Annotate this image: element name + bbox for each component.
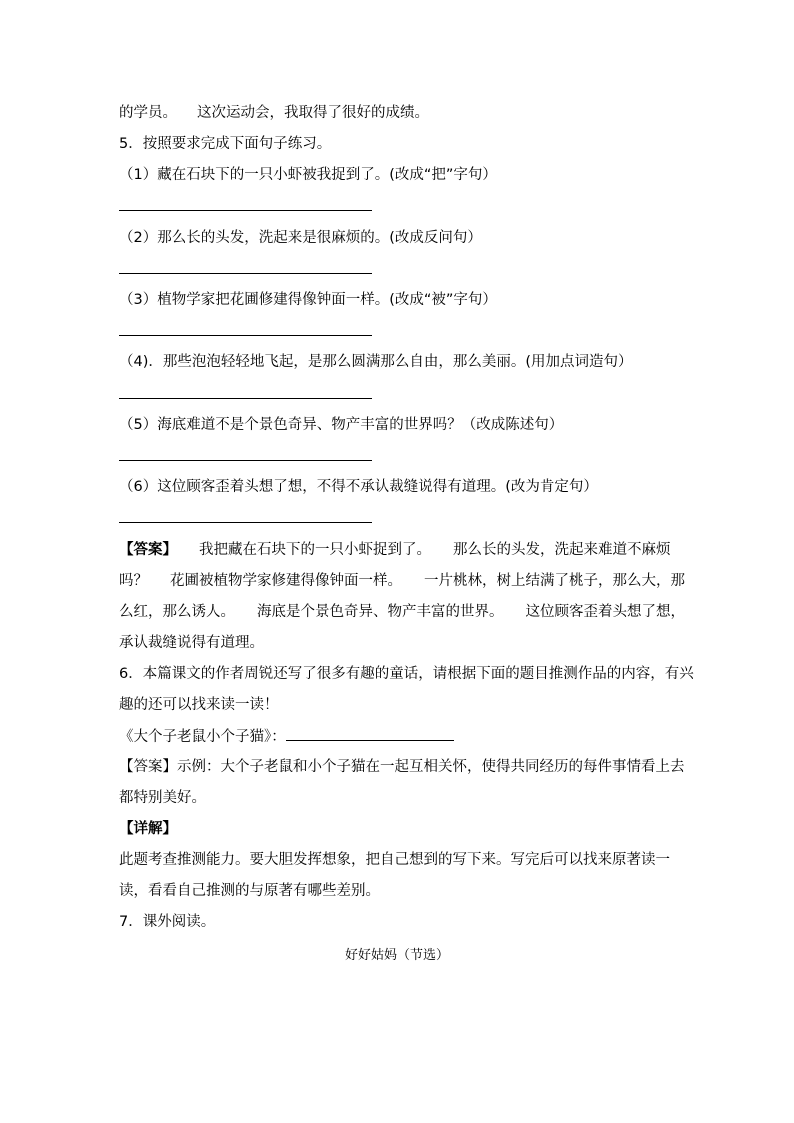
answer-5-line-2 [119,571,685,591]
answer-5-line-3 [119,602,685,622]
answer-text: 一片桃林，树上结满了桃子，那么大，那 [424,573,685,589]
question-6-line-2: 趣的还可以找来读一读！ [119,697,279,713]
book-title: 《大个子老鼠小个子猫》： [119,729,286,745]
answer-text: 海底是个景色奇异、物产丰富的世界。 [257,604,504,620]
answer-text: 这位顾客歪着头想了想， [525,604,685,620]
answer-text: 么红，那么诱人。 [119,604,235,620]
text-segment: 的学员。 [119,105,177,121]
question-6-prompt [119,726,454,747]
answer-blank[interactable] [286,726,454,741]
detail-line-1: 此题考查推测能力。要大胆发挥想象，把自己想到的写下来。写完后可以找来原著读一 [119,852,670,868]
detail-line-2: 读，看看自己推测的与原著有哪些差别。 [119,883,380,899]
answer-line [119,398,372,399]
text-line [119,103,429,123]
question-6-line-1: 6．本篇课文的作者周锐还写了很多有趣的童话，请根据下面的题目推测作品的内容，有兴 [119,666,694,682]
text-segment: 这次运动会，我取得了很好的成绩。 [197,105,429,121]
question-5-5: （5）海底难道不是个景色奇异、物产丰富的世界吗？（改成陈述句） [119,417,564,433]
answer-line [119,522,372,523]
answer-6-line-1: 【答案】示例：大个子老鼠和小个子猫在一起互相关怀，使得共同经历的每件事情看上去 [119,759,685,775]
question-5-heading: 5．按照要求完成下面句子练习。 [119,136,332,152]
answer-line [119,335,372,336]
question-5-1: （1）藏在石块下的一只小虾被我捉到了。(改成“把”字句） [119,167,497,183]
question-5-4: （4)．那些泡泡轻轻地飞起，是那么圆满那么自由，那么美丽。(用加点词造句） [119,354,633,370]
answer-text: 那么长的头发，洗起来难道不麻烦 [453,542,671,558]
answer-label: 【答案】 [119,542,177,558]
question-5-2: （2）那么长的头发，洗起来是很麻烦的。(改成反问句） [119,230,482,246]
answer-text: 吗？ [119,573,148,589]
answer-line [119,460,372,461]
answer-text: 我把藏在石块下的一只小虾捉到了。 [199,542,431,558]
question-7-heading: 7．课外阅读。 [119,914,216,930]
answer-5-line-1 [119,540,671,560]
question-5-6: （6）这位顾客歪着头想了想，不得不承认裁缝说得有道理。(改为肯定句） [119,479,598,495]
passage-title: 好好姑妈（节选） [344,948,449,963]
detail-label: 【详解】 [119,821,177,837]
question-5-3: （3）植物学家把花圃修建得像钟面一样。(改成“被”字句） [119,292,497,308]
answer-line [119,273,372,274]
answer-5-line-4: 承认裁缝说得有道理。 [119,635,264,651]
answer-text: 花圃被植物学家修建得像钟面一样。 [170,573,402,589]
answer-line [119,210,372,211]
answer-6-line-2: 都特别美好。 [119,790,206,806]
